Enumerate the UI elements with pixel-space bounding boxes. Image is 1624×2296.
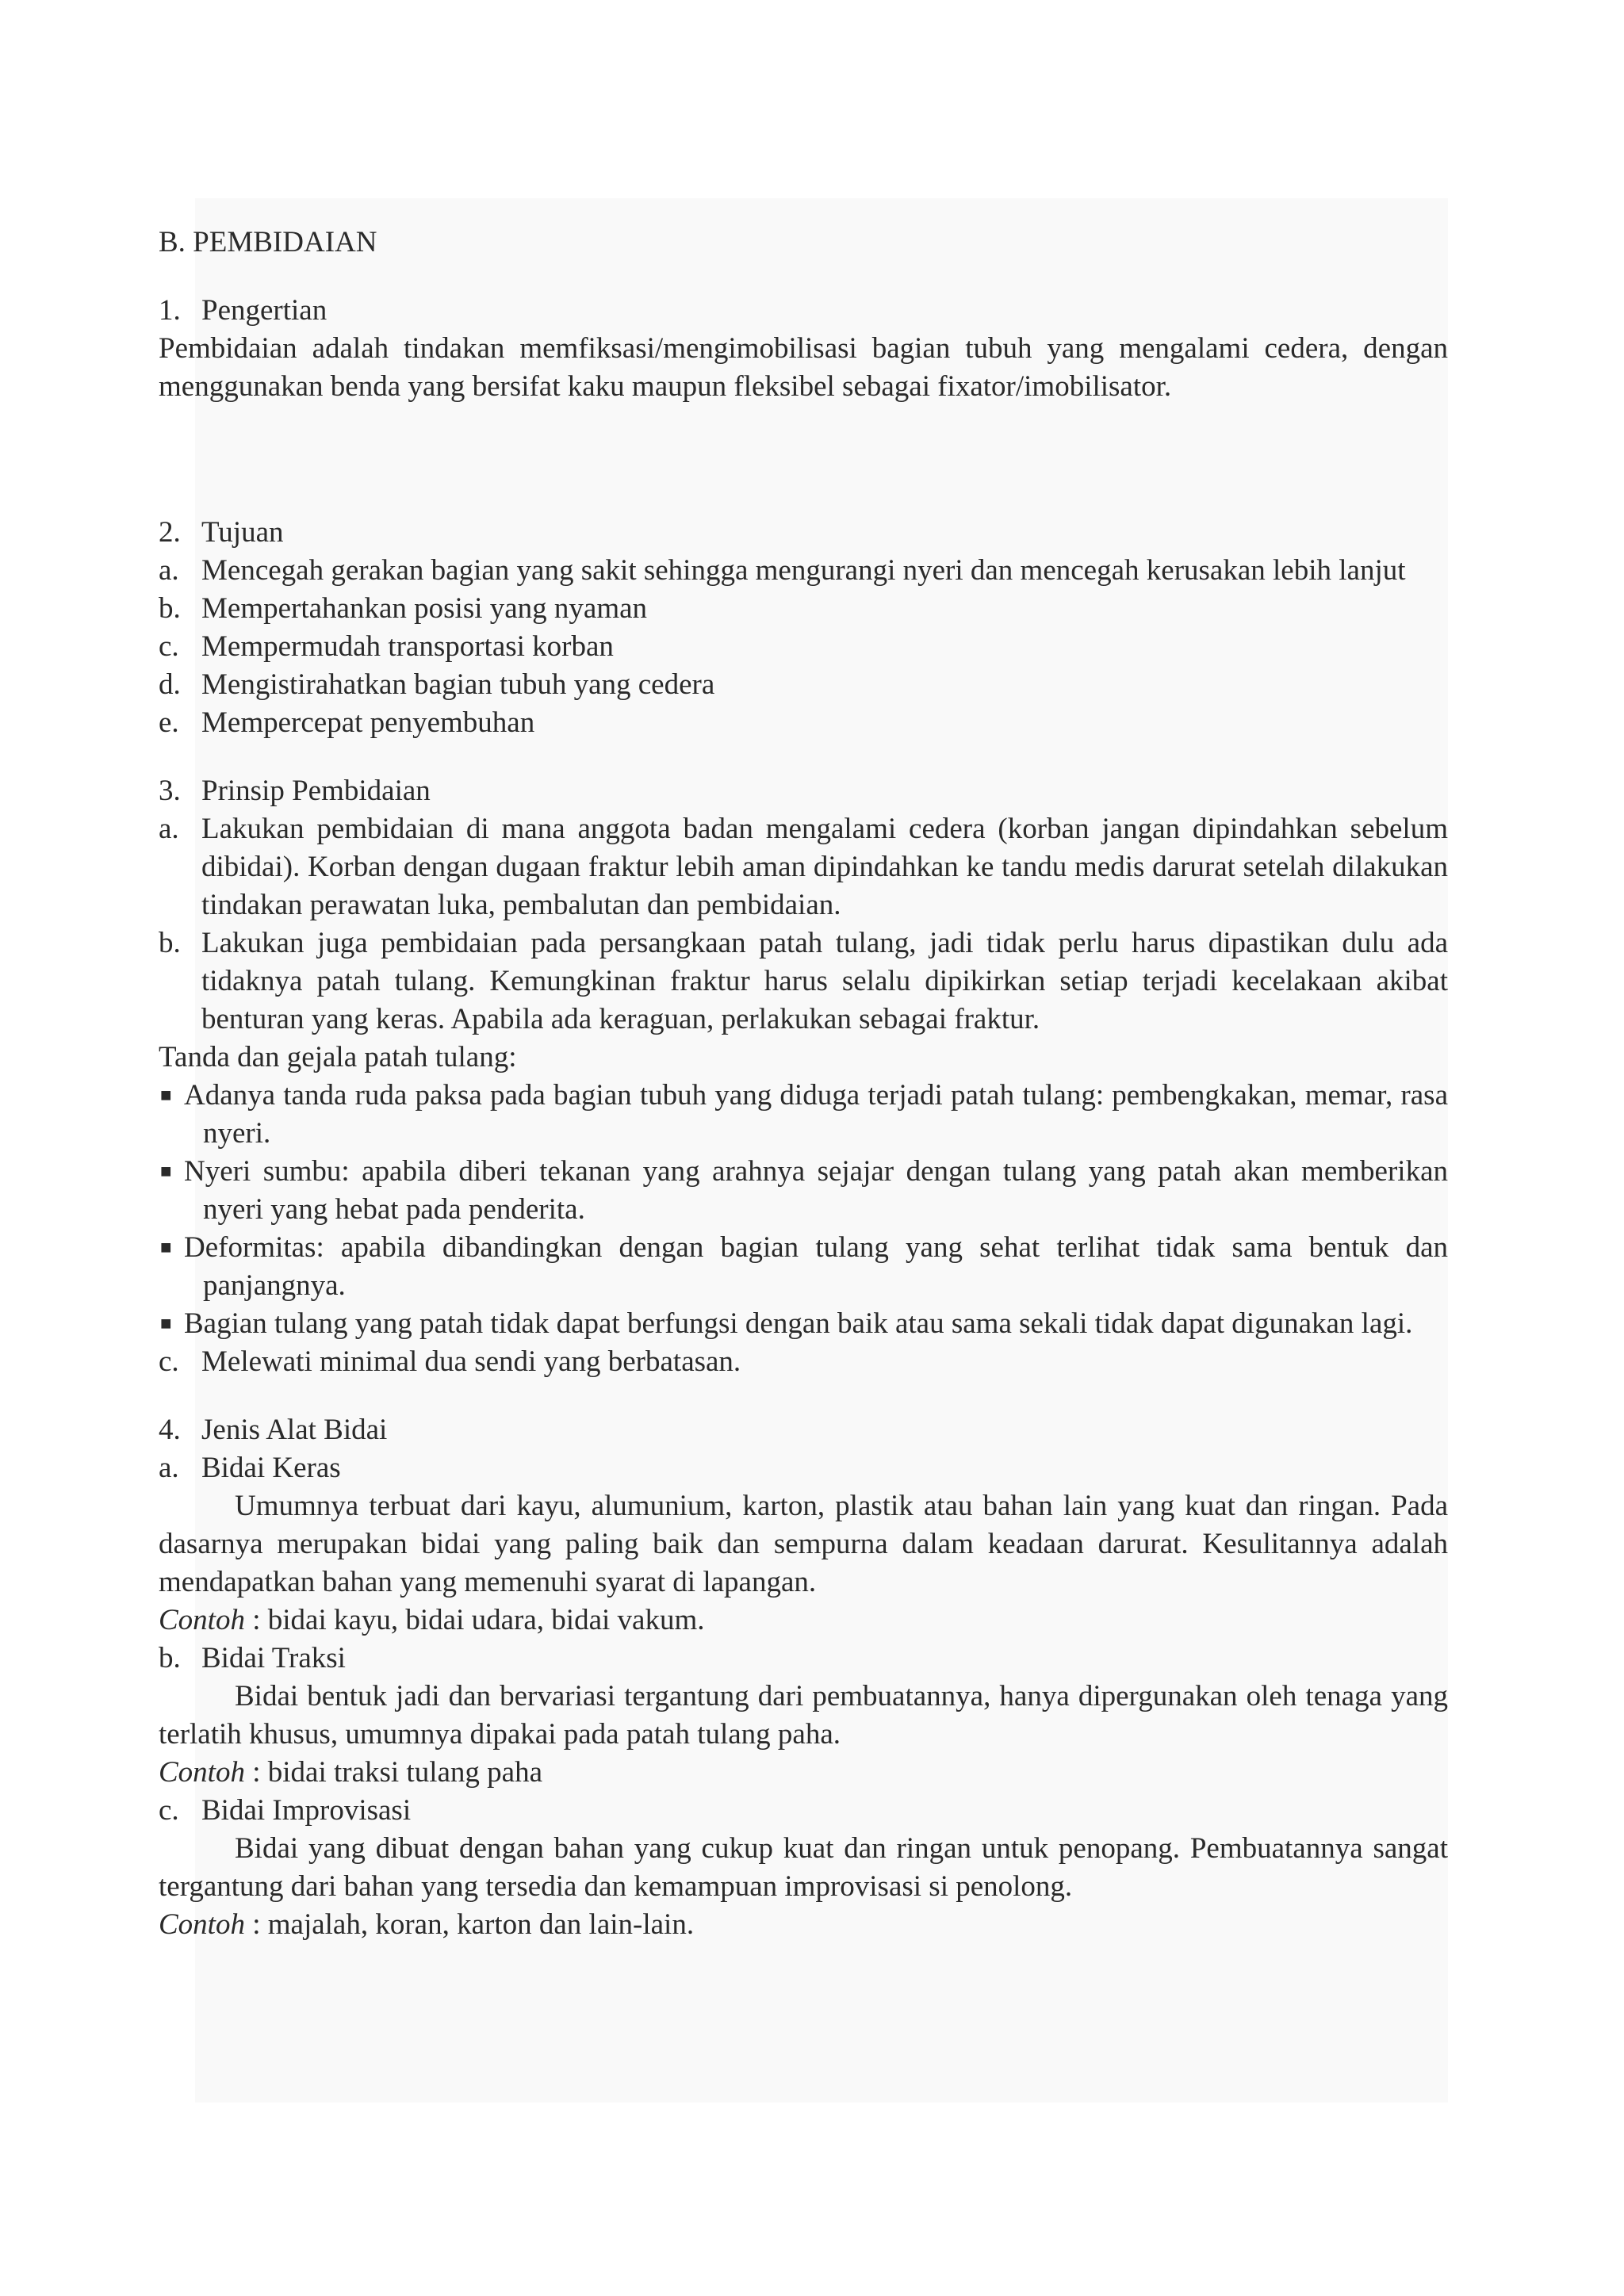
splint-type-example: Contoh : bidai kayu, bidai udara, bidai vakum. (159, 1604, 705, 1636)
section-prinsip-pembidaian (159, 772, 1448, 1381)
splint-type-traksi: b. Bidai Traksi Bidai bentuk jadi dan bervariasi tergantung dari pembuatannya, hanya dipergunakan oleh tenaga yang terlatih khusus, umumnya dipakai pada patah tulang paha. Contoh : bidai traksi tulang paha (159, 1640, 1448, 1792)
section-heading: 4. Jenis Alat Bidai (159, 1414, 388, 1446)
splint-type-example: Contoh : bidai traksi tulang paha (159, 1756, 543, 1789)
section-body: Pembidaian adalah tindakan memfiksasi/mengimobilisasi bagian tubuh yang mengalami cedera, dengan menggunakan benda yang bersifat kaku maupun fleksibel sebagai fixator/imobilisator. (159, 332, 1448, 403)
list-item: c. Mempermudah transportasi korban (159, 630, 614, 663)
bullet-icon: ■ (160, 1314, 172, 1334)
document-title: B. PEMBIDAIAN (159, 226, 377, 258)
list-item: c. Melewati minimal dua sendi yang berbatasan. (159, 1345, 741, 1378)
splint-type-keras: a. Bidai Keras Umumnya terbuat dari kayu, alumunium, karton, plastik atau bahan lain yang kuat dan ringan. Pada dasarnya merupakan bidai yang paling baik dan sempurna dalam keadaan darurat. Kesulitannya adalah mendapatkan bahan yang memenuhi syarat di lapangan. Contoh : bidai kayu, bidai udara, bidai vakum. (159, 1449, 1448, 1640)
bullet-icon: ■ (160, 1161, 172, 1182)
list-item: a. Lakukan pembidaian di mana anggota badan mengalami cedera (korban jangan dipindahkan sebelum dibidai). Korban dengan dugaan fraktur lebih aman dipindahkan ke tandu medis darurat setelah dilakukan tindakan perawatan luka, pembalutan dan pembidaian. (159, 813, 1448, 921)
list-item: b. Mempertahankan posisi yang nyaman (159, 592, 648, 625)
list-item: b. Lakukan juga pembidaian pada persangkaan patah tulang, jadi tidak perlu harus dipastikan dulu ada tidaknya patah tulang. Kemungkinan fraktur harus selalu dipikirkan setiap terjadi kecelakaan akibat benturan yang keras. Apabila ada keraguan, perlakukan sebagai fraktur. (159, 927, 1448, 1035)
splint-type-example: Contoh : majalah, koran, karton dan lain-lain. (159, 1908, 695, 1941)
bullet-icon: ■ (160, 1238, 172, 1258)
splint-type-name: Bidai Keras (201, 1452, 341, 1484)
splint-type-name: Bidai Traksi (201, 1642, 346, 1674)
list-item: a. Mencegah gerakan bagian yang sakit sehingga mengurangi nyeri dan mencegah kerusakan lebih lanjut (159, 554, 1406, 587)
splint-type-name: Bidai Improvisasi (201, 1794, 412, 1827)
section-heading: 2. Tujuan (159, 516, 284, 549)
section-tujuan (159, 514, 1448, 742)
splint-type-description: Umumnya terbuat dari kayu, alumunium, karton, plastik atau bahan lain yang kuat dan ringan. Pada dasarnya merupakan bidai yang paling baik dan sempurna dalam keadaan darurat. Kesulitannya adalah mendapatkan bahan yang memenuhi syarat di lapangan. (159, 1490, 1448, 1598)
bullet-icon: ■ (160, 1085, 172, 1106)
section-pengertian (159, 292, 1448, 406)
list-item: e. Mempercepat penyembuhan (159, 706, 535, 739)
document (159, 224, 1448, 1944)
section-heading: 3. Prinsip Pembidaian (159, 775, 431, 807)
section-jenis-alat-bidai (159, 1411, 1448, 1944)
signs-heading: Tanda dan gejala patah tulang: (159, 1041, 517, 1073)
bullet-item: ■ Adanya tanda ruda paksa pada bagian tubuh yang diduga terjadi patah tulang: pembengkakan, memar, rasa nyeri. (159, 1077, 1448, 1153)
bullet-item: ■ Bagian tulang yang patah tidak dapat berfungsi dengan baik atau sama sekali tidak dapat digunakan lagi. (159, 1305, 1448, 1343)
splint-type-description: Bidai bentuk jadi dan bervariasi tergantung dari pembuatannya, hanya dipergunakan oleh tenaga yang terlatih khusus, umumnya dipakai pada patah tulang paha. (159, 1680, 1448, 1751)
splint-type-improvisasi: c. Bidai Improvisasi Bidai yang dibuat dengan bahan yang cukup kuat dan ringan untuk penopang. Pembuatannya sangat tergantung dari bahan yang tersedia dan kemampuan improvisasi si penolong. Contoh : majalah, koran, karton dan lain-lain. (159, 1792, 1448, 1944)
list-item: d. Mengistirahatkan bagian tubuh yang cedera (159, 668, 715, 701)
bullet-item: ■ Deformitas: apabila dibandingkan dengan bagian tulang yang sehat terlihat tidak sama bentuk dan panjangnya. (159, 1229, 1448, 1305)
section-heading: 1. Pengertian (159, 294, 327, 327)
splint-type-description: Bidai yang dibuat dengan bahan yang cukup kuat dan ringan untuk penopang. Pembuatannya sangat tergantung dari bahan yang tersedia dan kemampuan improvisasi si penolong. (159, 1832, 1448, 1903)
bullet-item: ■ Nyeri sumbu: apabila diberi tekanan yang arahnya sejajar dengan tulang yang patah akan memberikan nyeri yang hebat pada penderita. (159, 1153, 1448, 1229)
